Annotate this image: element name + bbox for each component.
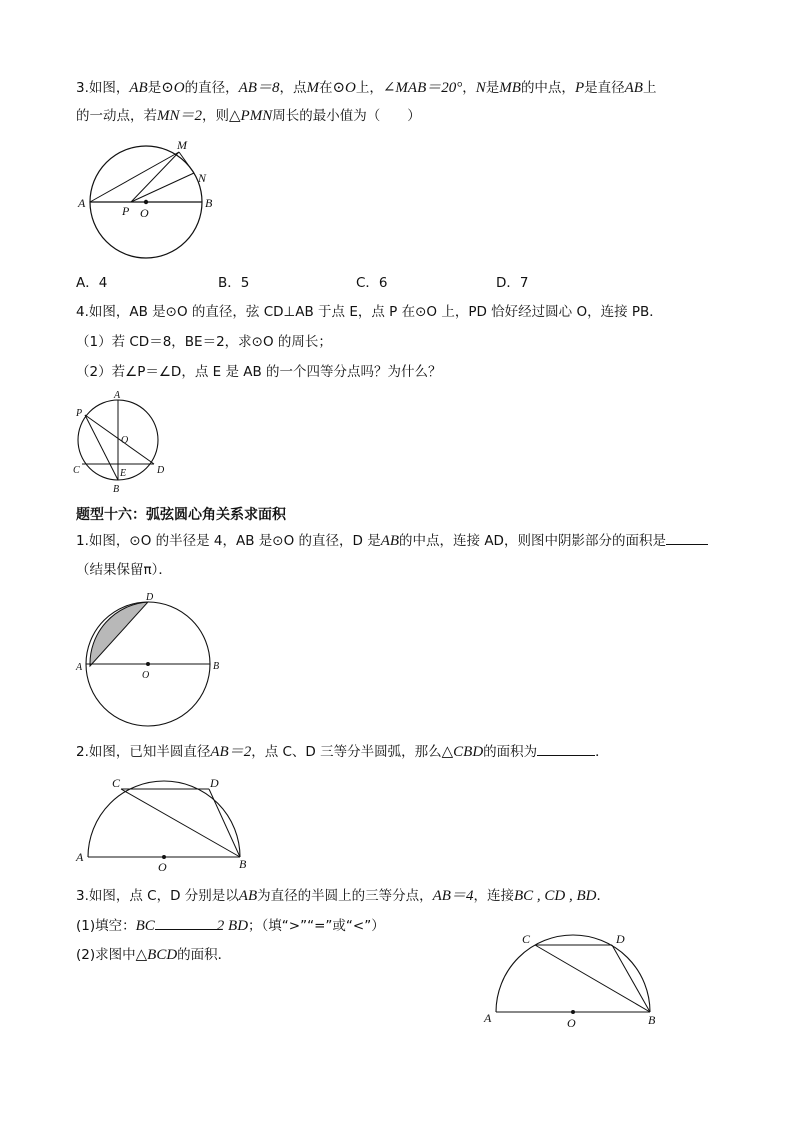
s16-p3-segment-cb [535,945,650,1012]
s16-p3-label-o: O [567,1016,576,1030]
s16-p2-center-dot [162,855,166,859]
q3-segment-pm [131,152,179,202]
s16-p2-label-b: B [239,857,247,871]
s16-p3-figure [482,928,672,1030]
s16-p3-label-b: B [648,1013,656,1027]
q3-stem-line2: 的一动点，若MN＝2，则△PMN周长的最小值为（ ） [76,108,421,124]
q4-label-d: D [157,465,165,476]
q4-label-p: P [76,408,83,419]
q3-choice-c: C．6 [356,275,388,291]
s16-p3-label-c: C [522,932,531,946]
s16-p1-center-dot [146,662,150,666]
q3-segment-am [90,152,179,202]
q3-choice-d: D．7 [496,275,529,291]
q3-number: 3. [76,80,89,96]
s16-p2-stem: 2.如图，已知半圆直径AB＝2，点 C、D 三等分半圆弧，那么△CBD的面积为 ． [76,741,609,762]
q4-label-o: O [121,435,129,446]
s16-p2-label-d: D [210,776,219,790]
s16-p1-label-b: B [213,661,220,672]
s16-p2-segment-cb [121,789,240,857]
s16-p2-answer-blank[interactable] [537,741,595,756]
q4-stem: 4.如图，AB 是⊙O 的直径，弦 CD⊥AB 于点 E，点 P 在⊙O 上，PD 恰好经过圆心 O，连接 PB． [76,304,663,320]
q3-label-a: A [78,196,86,210]
q4-figure [72,388,172,498]
q3-center-dot [144,200,148,204]
s16-p3-segment-db [612,945,650,1012]
s16-p2-figure [76,775,256,874]
s16-p1-label-o: O [142,670,150,681]
q3-label-m: M [177,138,187,152]
arc-ab: AB [380,533,400,549]
shaded-region [90,602,148,666]
q4-sub1: （1）若 CD＝8，BE＝2，求⊙O 的周长； [76,334,332,350]
s16-p2-label-o: O [158,860,167,874]
s16-p1-answer-blank[interactable] [666,530,708,545]
s16-p1-figure [76,590,226,728]
q4-label-a: A [114,390,121,401]
q4-label-b: B [113,484,120,495]
s16-p1-label-d: D [146,592,154,603]
q4-label-c: C [73,465,80,476]
q3-stem-line1: 3.如图，AB是⊙O的直径，AB＝8，点M在⊙O上，∠MAB＝20°，N是MB的中点，P是直径AB上 [76,80,657,96]
q3-choice-b: B．5 [218,275,250,291]
section-16-title: 题型十六：弧弦圆心角关系求面积 [76,507,286,523]
q3-choice-a: A．4 [76,275,108,291]
q4-segment-pb [85,415,118,480]
q4-sub2: （2）若∠P＝∠D，点 E 是 AB 的一个四等分点吗？为什么？ [76,364,442,380]
s16-p3-label-a: A [484,1011,492,1025]
s16-p2-segment-db [209,789,240,857]
s16-p3-semicircle [496,935,650,1012]
s16-p3-compare-blank[interactable] [155,915,217,930]
s16-p3-sub2: (2)求图中△BCD的面积． [76,947,232,963]
s16-p3-stem: 3.如图，点 C，D 分别是以AB为直径的半圆上的三等分点，AB＝4，连接BC , CD , BD． [76,888,610,904]
q3-label-b: B [205,196,213,210]
s16-p2-label-a: A [76,850,84,864]
s16-p1-label-a: A [76,662,83,673]
s16-p3-sub1: (1)填空：BC 2 BD；（填“>”“=”或“<”） [76,915,385,936]
s16-p2-label-c: C [112,776,121,790]
s16-p1-line2: （结果保留π）． [76,562,172,578]
q3-label-p: P [122,204,130,218]
q4-label-e: E [120,468,127,479]
s16-p2-semicircle [88,781,240,857]
q3-label-n: N [198,171,207,185]
s16-p3-center-dot [571,1010,575,1014]
q3-figure [76,135,226,265]
q3-segment-mn [179,152,194,173]
s16-p3-label-d: D [616,932,625,946]
arc-mb: MB [499,80,521,96]
q4-segment-pd [85,415,154,464]
s16-p1-line1: 1.如图，⊙O 的半径是 4，AB 是⊙O 的直径，D 是AB的中点，连接 AD，则图中阴影部分的面积是 [76,530,708,551]
q3-segment-pn [131,173,194,202]
q3-label-o: O [140,206,149,220]
